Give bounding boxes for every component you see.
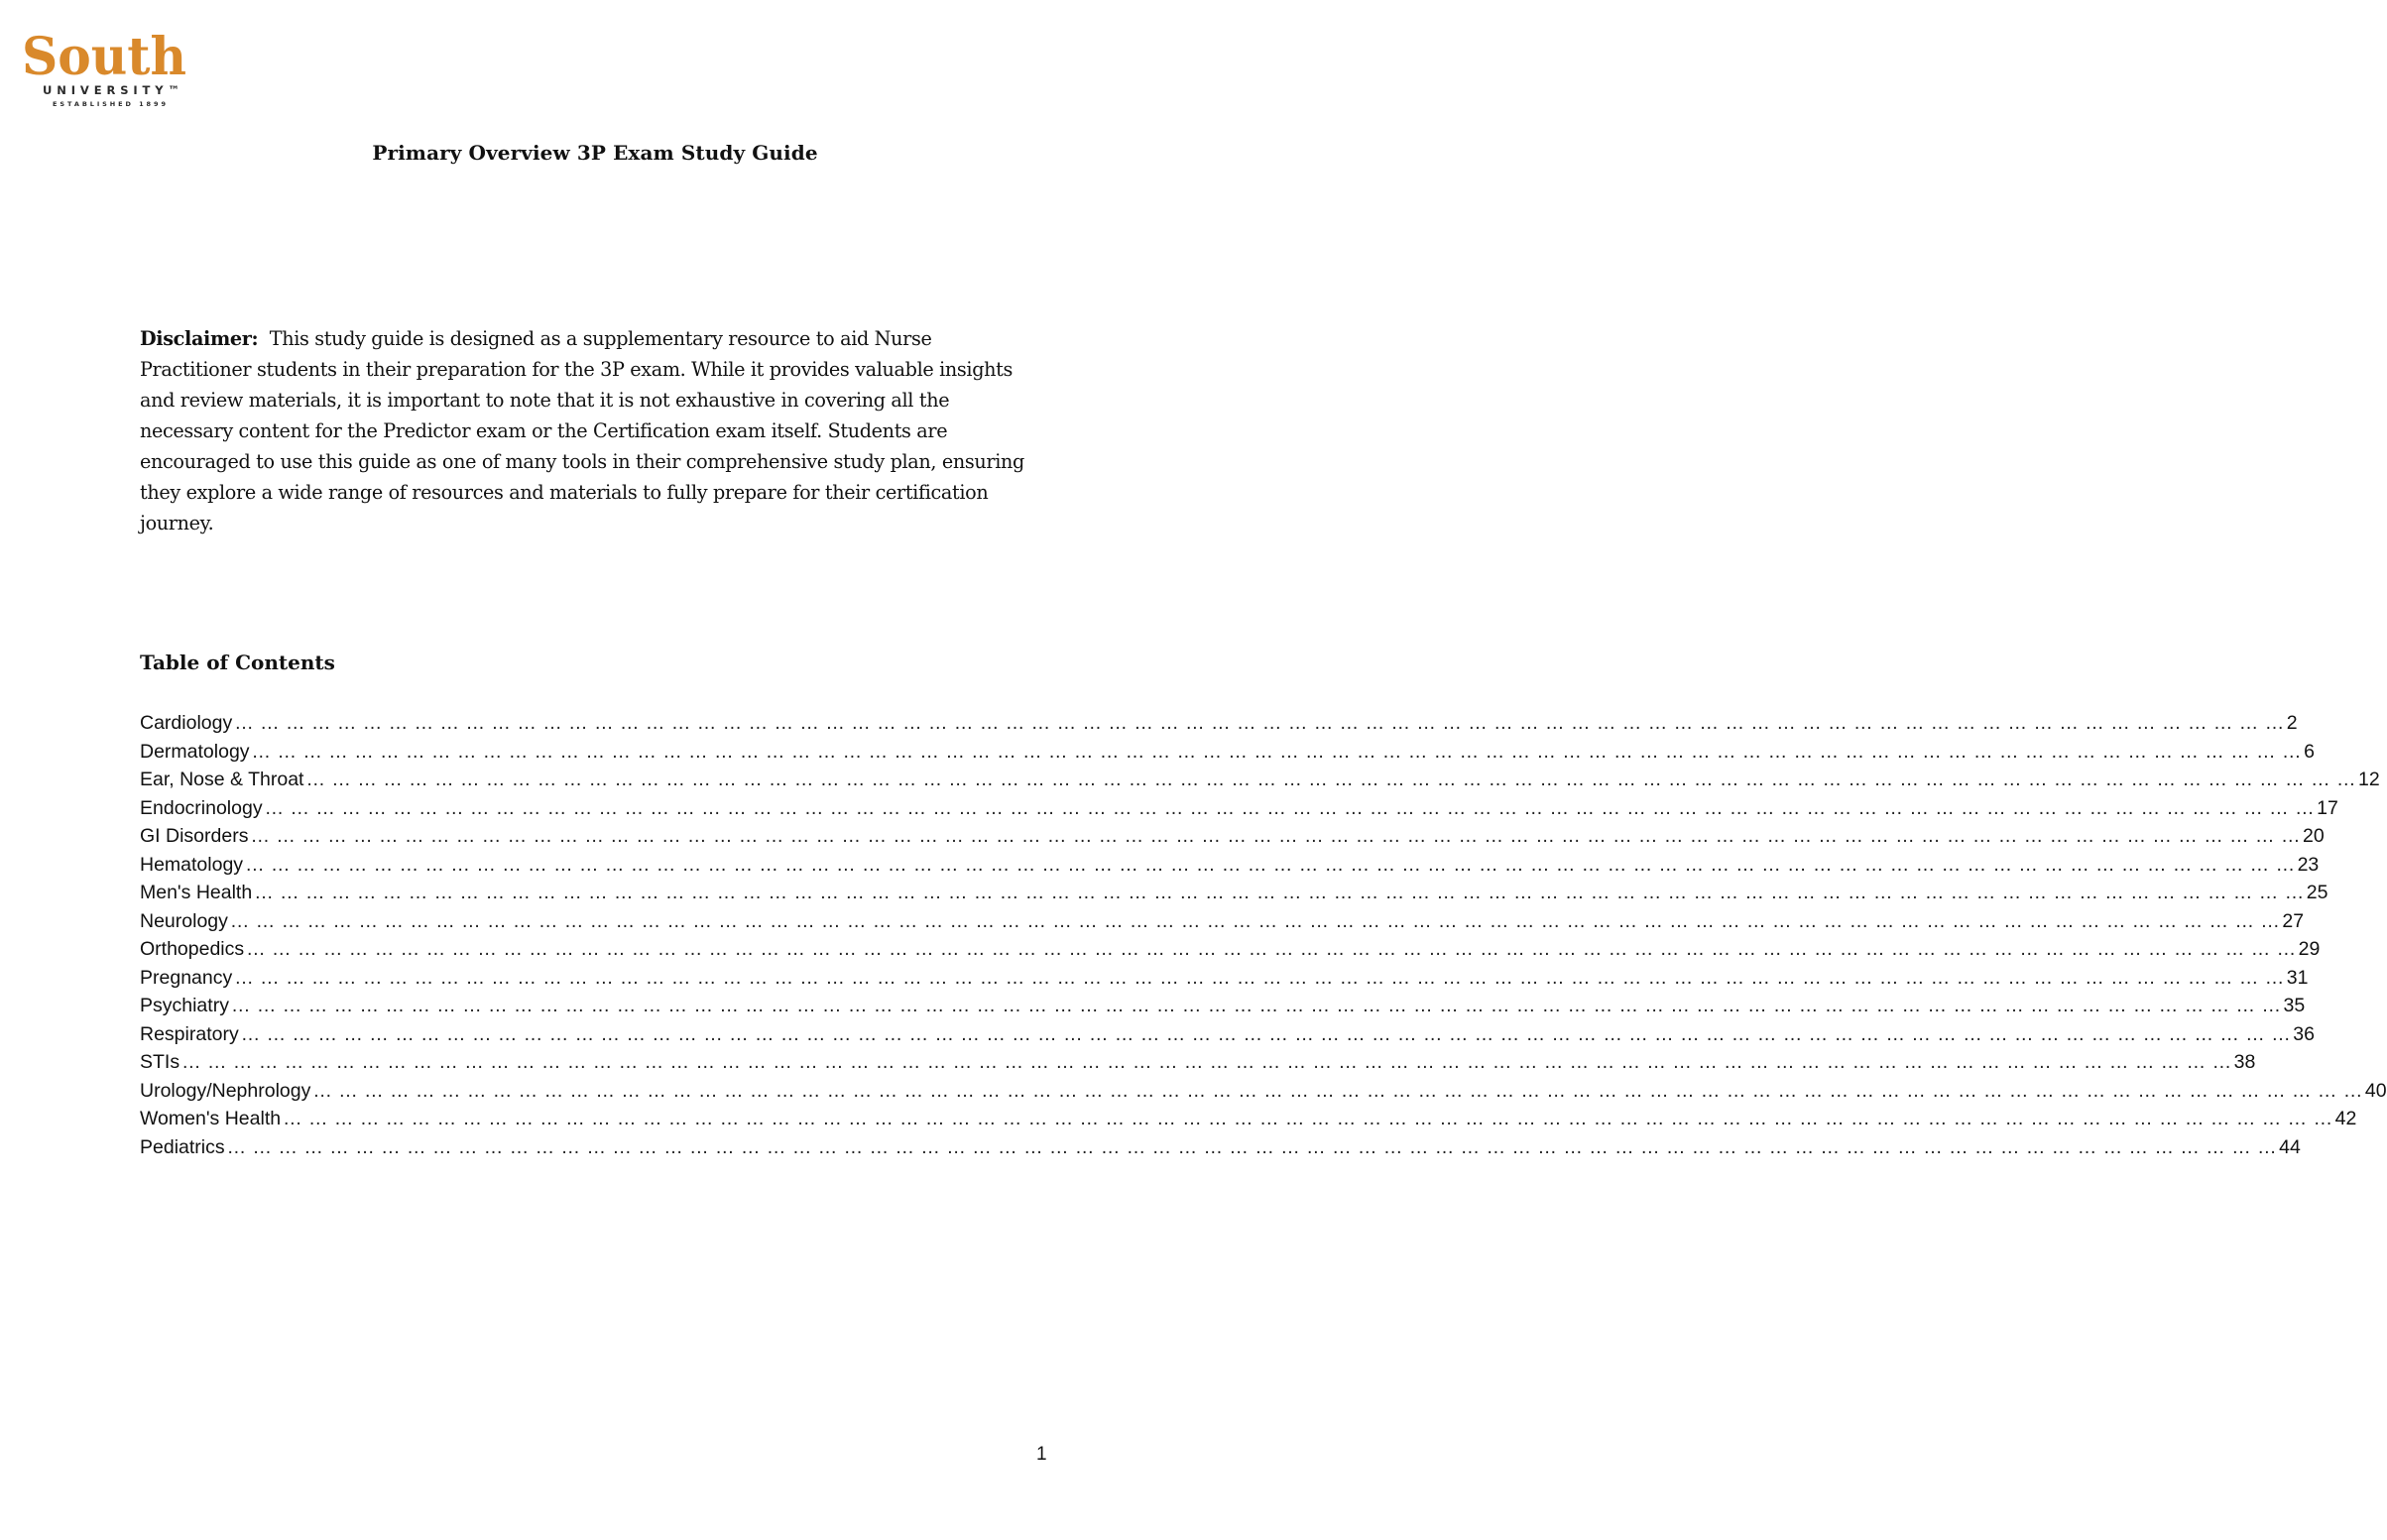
toc-entry[interactable] xyxy=(140,851,2320,880)
toc-entry[interactable] xyxy=(140,1048,2256,1077)
toc-dot-leader: … … … … … … … … … … … … … … … … … … … … … … … … … … … … … … … … … … … … … … … … … … … … … … … … … … … … … … … … … … … … … … … … … … … … … … … … … … … … … … … … xyxy=(250,825,2301,847)
south-university-logo xyxy=(22,22,195,116)
toc-entry[interactable] xyxy=(140,1133,2301,1162)
toc-entry[interactable] xyxy=(140,794,2338,823)
logo-established: ESTABLISHED 1899 xyxy=(53,100,166,108)
toc-entry-page: 36 xyxy=(2293,1022,2315,1045)
disclaimer-label: Disclaimer: xyxy=(140,327,259,350)
toc-entry-page: 6 xyxy=(2304,740,2315,763)
toc-entry-page: 2 xyxy=(2286,712,2298,734)
toc-dot-leader: … … … … … … … … … … … … … … … … … … … … … … … … … … … … … … … … … … … … … … … … … … … … … … … … … … … … … … … … … … … … … … … … … … … … … … … … … … … … … … … … xyxy=(246,938,2297,960)
toc-entry-page: 20 xyxy=(2302,825,2325,847)
toc-dot-leader: … … … … … … … … … … … … … … … … … … … … … … … … … … … … … … … … … … … … … … … … … … … … … … … … … … … … … … … … … … … … … … … … … … … … … … … … … … … … … … … … xyxy=(229,909,2281,932)
toc-entry-page: 17 xyxy=(2317,796,2338,819)
toc-entry[interactable] xyxy=(140,738,2315,767)
toc-entry-topic: Hematology xyxy=(140,853,244,876)
toc-entry-page: 40 xyxy=(2364,1079,2387,1102)
toc-entry[interactable] xyxy=(140,935,2321,964)
toc-entry[interactable] xyxy=(140,907,2305,936)
toc-dot-leader: … … … … … … … … … … … … … … … … … … … … … … … … … … … … … … … … … … … … … … … … … … … … … … … … … … … … … … … … … … … … … … … … … … … … … … … … … … … … … … … … xyxy=(234,966,2285,989)
toc-entry-topic: Psychiatry xyxy=(140,995,229,1016)
toc-entry-topic: Pregnancy xyxy=(140,966,233,989)
toc-dot-leader: … … … … … … … … … … … … … … … … … … … … … … … … … … … … … … … … … … … … … … … … … … … … … … … … … … … … … … … … … … … … … … … … … … … … … … … … … … … … … … … … xyxy=(245,853,2296,876)
disclaimer-paragraph xyxy=(140,323,1047,538)
toc-entry-topic: Women's Health xyxy=(140,1108,282,1129)
toc-entry-page: 38 xyxy=(2233,1051,2256,1073)
toc-entry-page: 23 xyxy=(2297,853,2320,876)
logo-subname: UNIVERSITY™ xyxy=(43,83,179,97)
toc-dot-leader: … … … … … … … … … … … … … … … … … … … … … … … … … … … … … … … … … … … … … … … … … … … … … … … … … … … … … … … … … … … … … … … … … … … … … … … … … … … … … … … … xyxy=(312,1079,2363,1102)
toc-entry[interactable] xyxy=(140,1105,2357,1133)
toc-entry[interactable] xyxy=(140,822,2325,851)
table-of-contents xyxy=(140,709,2387,1161)
toc-entry-topic: Neurology xyxy=(140,909,228,932)
toc-entry-topic: Pediatrics xyxy=(140,1135,225,1158)
toc-dot-leader: … … … … … … … … … … … … … … … … … … … … … … … … … … … … … … … … … … … … … … … … … … … … … … … … … … … … … … … … … … … … … … … … … … … … … … … … … … … … … … … … xyxy=(264,796,2316,819)
toc-entry[interactable] xyxy=(140,1077,2387,1106)
toc-entry-page: 25 xyxy=(2306,882,2328,903)
toc-dot-leader: … … … … … … … … … … … … … … … … … … … … … … … … … … … … … … … … … … … … … … … … … … … … … … … … … … … … … … … … … … … … … … … … … … … … … … … … … … … … … … … … xyxy=(234,712,2285,734)
toc-entry[interactable] xyxy=(140,766,2380,794)
toc-entry[interactable] xyxy=(140,992,2306,1020)
toc-entry-page: 29 xyxy=(2298,938,2321,960)
toc-dot-leader: … … … … … … … … … … … … … … … … … … … … … … … … … … … … … … … … … … … … … … … … … … … … … … … … … … … … … … … … … … … … … … … … … … … … … … … … … … … … … … … … xyxy=(305,769,2356,790)
toc-entry-page: 44 xyxy=(2279,1135,2301,1158)
toc-entry[interactable] xyxy=(140,964,2309,993)
toc-entry-topic: Men's Health xyxy=(140,882,253,903)
toc-entry[interactable] xyxy=(140,879,2328,907)
toc-entry-topic: Orthopedics xyxy=(140,938,245,960)
toc-entry-topic: STIs xyxy=(140,1051,180,1073)
toc-dot-leader: … … … … … … … … … … … … … … … … … … … … … … … … … … … … … … … … … … … … … … … … … … … … … … … … … … … … … … … … … … … … … … … … … … … … … … … … … … … … … … … … xyxy=(254,882,2305,903)
toc-dot-leader: … … … … … … … … … … … … … … … … … … … … … … … … … … … … … … … … … … … … … … … … … … … … … … … … … … … … … … … … … … … … … … … … … … … … … … … … … … … … … … … … xyxy=(283,1108,2333,1129)
toc-entry-topic: Endocrinology xyxy=(140,796,263,819)
toc-entry-page: 27 xyxy=(2282,909,2305,932)
toc-heading: Table of Contents xyxy=(140,651,335,674)
toc-dot-leader: … … … … … … … … … … … … … … … … … … … … … … … … … … … … … … … … … … … … … … … … … … … … … … … … … … … … … … … … … … … … … … … … … … … … … … … … … … … … … … … … xyxy=(226,1135,2278,1158)
toc-entry-topic: Respiratory xyxy=(140,1022,239,1045)
document-title: Primary Overview 3P Exam Study Guide xyxy=(372,141,818,165)
toc-entry-topic: Ear, Nose & Throat xyxy=(140,769,304,790)
toc-dot-leader: … … … … … … … … … … … … … … … … … … … … … … … … … … … … … … … … … … … … … … … … … … … … … … … … … … … … … … … … … … … … … … … … … … … … … … … … … … … … … … … … xyxy=(240,1022,2292,1045)
toc-entry[interactable] xyxy=(140,709,2298,738)
toc-entry-page: 42 xyxy=(2334,1108,2357,1129)
toc-dot-leader: … … … … … … … … … … … … … … … … … … … … … … … … … … … … … … … … … … … … … … … … … … … … … … … … … … … … … … … … … … … … … … … … … … … … … … … … … … … … … … … … xyxy=(181,1051,2232,1073)
toc-entry-topic: Cardiology xyxy=(140,712,233,734)
toc-dot-leader: … … … … … … … … … … … … … … … … … … … … … … … … … … … … … … … … … … … … … … … … … … … … … … … … … … … … … … … … … … … … … … … … … … … … … … … … … … … … … … … … xyxy=(251,740,2303,763)
toc-entry-page: 12 xyxy=(2358,769,2380,790)
toc-entry[interactable] xyxy=(140,1020,2315,1049)
toc-entry-topic: Dermatology xyxy=(140,740,250,763)
toc-entry-topic: GI Disorders xyxy=(140,825,249,847)
disclaimer-text: This study guide is designed as a supplementary resource to aid Nurse Practitioner students in their preparation for the 3P exam. While it provides valuable insights and review materials, it is important to note that it is not exhaustive in covering all the necessary content for the Predictor exam or the Certification exam itself. Students are encouraged to use this guide as one of many tools in their comprehensive study plan, ensuring they explore a wide range of resources and materials to fully prepare for their certification journey. xyxy=(140,327,1024,534)
toc-entry-page: 35 xyxy=(2283,995,2306,1016)
page-number: 1 xyxy=(1036,1444,1047,1465)
toc-dot-leader: … … … … … … … … … … … … … … … … … … … … … … … … … … … … … … … … … … … … … … … … … … … … … … … … … … … … … … … … … … … … … … … … … … … … … … … … … … … … … … … … xyxy=(230,995,2282,1016)
toc-entry-topic: Urology/Nephrology xyxy=(140,1079,311,1102)
logo-wordmark: South xyxy=(22,27,186,87)
toc-entry-page: 31 xyxy=(2286,966,2309,989)
